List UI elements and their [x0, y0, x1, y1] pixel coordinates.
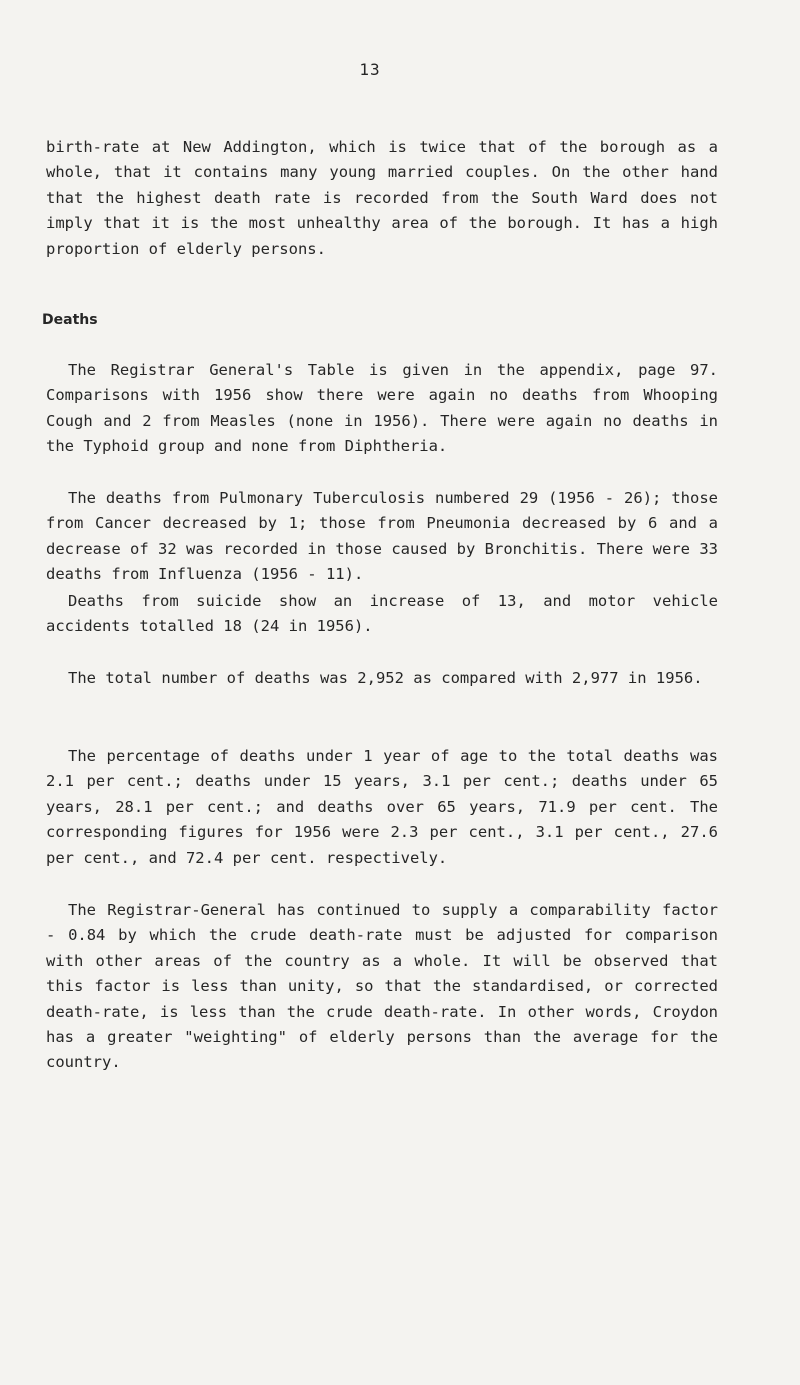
paragraph-disease-deaths: The deaths from Pulmonary Tuberculosis numbered 29 (1956 - 26); those from Cancer decreased by 1; those from Pneumonia decreased by 6 and a decrease of 32 was recorded in those caused by Bronchitis. There were 33 deaths from Influenza (1956 - 11).	[46, 489, 718, 584]
paragraph-comparability-factor: The Registrar-General has continued to supply a comparability factor - 0.84 by which the crude death-rate must be adjusted for comparison with other areas of the country as a whole. It will be observed that this factor is less than unity, so that the standardised, or corrected death-rate, is less than the crude death-rate. In other words, Croydon has a greater "weighting" of elderly persons than the average for the country.	[46, 901, 718, 1072]
intro-paragraph: birth-rate at New Addington, which is twice that of the borough as a whole, that it contains many young married couples. On the other hand that the highest death rate is recorded from the South Ward does not imply that it is the most unhealthy area of the borough. It has a high proportion of elderly persons.	[46, 138, 718, 258]
paragraph-total-deaths: The total number of deaths was 2,952 as compared with 2,977 in 1956.	[68, 669, 703, 687]
paragraph-suicide-accidents: Deaths from suicide show an increase of 13, and motor vehicle accidents totalled 18 (24 in 1956).	[46, 592, 718, 636]
page-number: 13	[359, 60, 381, 79]
paragraph-age-percentages: The percentage of deaths under 1 year of age to the total deaths was 2.1 per cent.; deaths under 15 years, 3.1 per cent.; deaths under 65 years, 28.1 per cent.; and deaths over 65 years, 71.9 per cent. The corresponding figures for 1956 were 2.3 per cent., 3.1 per cent., 27.6 per cent., and 72.4 per cent. respectively.	[46, 747, 718, 867]
section-heading-deaths: Deaths	[42, 312, 98, 328]
paragraph-registrar-table: The Registrar General's Table is given in the appendix, page 97. Comparisons with 1956 show there were again no deaths from Whooping Cough and 2 from Measles (none in 1956). There were again no deaths in the Typhoid group and none from Diphtheria.	[46, 361, 718, 456]
